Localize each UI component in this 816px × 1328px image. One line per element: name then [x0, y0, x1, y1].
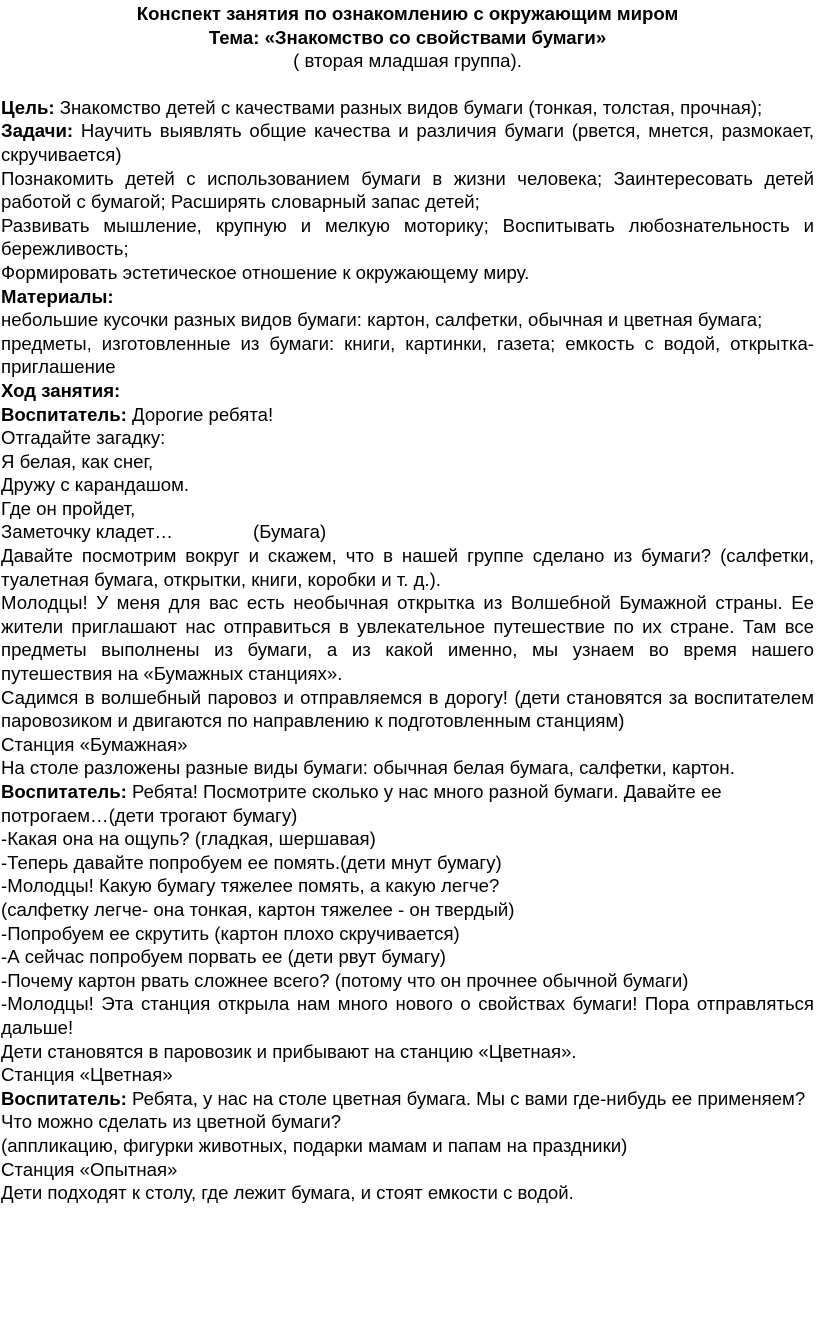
- riddle-line: Где он пройдет,: [1, 497, 136, 519]
- materials-label: Материалы:: [1, 285, 114, 307]
- teacher-label: Воспитатель:: [1, 781, 127, 802]
- teacher-label: Воспитатель:: [1, 403, 127, 425]
- dialog-line: (аппликацию, фигурки животных, подарки мамам и папам на праздники): [1, 1134, 628, 1156]
- task-item: Формировать эстетическое отношение к окружающему миру.: [1, 261, 530, 283]
- dialog-line: -Молодцы! Какую бумагу тяжелее помять, а какую легче?: [1, 875, 500, 897]
- materials-item: предметы, изготовленные из бумаги: книги, картинки, газета; емкость с водой, открытка-приглашение: [1, 332, 814, 378]
- materials-item: небольшие кусочки разных видов бумаги: картон, салфетки, обычная и цветная бумага;: [1, 309, 763, 331]
- dialog-line: -А сейчас попробуем порвать ее (дети рвут бумагу): [1, 946, 446, 968]
- dialog-line: -Какая она на ощупь? (гладкая, шершавая): [1, 828, 376, 850]
- riddle-last: Заметочку кладет…: [1, 521, 174, 543]
- station-heading: Станция «Цветная»: [1, 1064, 173, 1086]
- riddle-answer: (Бумага): [253, 521, 327, 543]
- lesson-label: Ход занятия:: [1, 379, 121, 401]
- dialog-line: -Попробуем ее скрутить (картон плохо скручивается): [1, 922, 460, 944]
- riddle-line: Отгадайте загадку:: [1, 427, 166, 449]
- tasks-paragraph: [1, 119, 814, 166]
- station-heading: Станция «Опытная»: [1, 1158, 178, 1180]
- dialog-line: Дети подходят к столу, где лежит бумага, и стоят емкости с водой.: [1, 1182, 574, 1204]
- document-topic: Тема: «Знакомство со свойствами бумаги»: [208, 26, 607, 48]
- goal-paragraph: [1, 96, 814, 120]
- document-page: [0, 2, 816, 1328]
- dialog-line: -Теперь давайте попробуем ее помять.(дети мнут бумагу): [1, 851, 502, 873]
- lesson-paragraph: Давайте посмотрим вокруг и скажем, что в нашей группе сделано из бумаги? (салфетки, туалетная бумага, открытки, книги, коробки и т. д.).: [1, 545, 814, 590]
- teacher-speech: Ребята, у нас на столе цветная бумага. Мы с вами где-нибудь ее применяем? Что можно сделать из цветной бумаги?: [1, 1087, 806, 1133]
- teacher-line: [1, 403, 814, 427]
- tasks-label: Задачи:: [1, 120, 74, 142]
- goal-label: Цель:: [1, 96, 55, 118]
- dialog-line: -Молодцы! Эта станция открыла нам много нового о свойствах бумаги! Пора отправляться дальше!: [1, 993, 814, 1038]
- blank-line: [1, 73, 814, 96]
- teacher-label: Воспитатель:: [1, 1087, 127, 1109]
- lesson-paragraph: На столе разложены разные виды бумаги: обычная белая бумага, салфетки, картон.: [1, 757, 735, 779]
- dialog-line: Дети становятся в паровозик и прибывают на станцию «Цветная».: [1, 1040, 577, 1062]
- riddle-line: [1, 520, 814, 544]
- riddle-line: Дружу с карандашом.: [1, 474, 190, 496]
- teacher-line: [1, 780, 814, 827]
- dialog-line: (салфетку легче- она тонкая, картон тяжелее - он твердый): [1, 898, 515, 920]
- teacher-line: [1, 1087, 814, 1134]
- goal-text: Знакомство детей с качествами разных видов бумаги (тонкая, толстая, прочная);: [54, 96, 763, 118]
- dialog-line: -Почему картон рвать сложнее всего? (потому что он прочнее обычной бумаги): [1, 969, 689, 991]
- task-item: Развивать мышление, крупную и мелкую моторику; Воспитывать любознательность и бережливость;: [1, 214, 814, 260]
- document-header: [1, 2, 814, 73]
- tasks-text: Научить выявлять общие качества и различия бумаги (рвется, мнется, размокает, скручивается): [1, 120, 814, 165]
- lesson-paragraph: Молодцы! У меня для вас есть необычная открытка из Волшебной Бумажной страны. Ее жители приглашают нас отправиться в увлекательное путешествие по их стране. Там все предметы выполнены из бумаги, а из какой именно, мы узнаем во время нашего путешествия на «Бумажных станциях».: [1, 592, 814, 685]
- riddle-line: Я белая, как снег,: [1, 450, 154, 472]
- station-heading: Станция «Бумажная»: [1, 733, 188, 755]
- task-item: Познакомить детей с использованием бумаги в жизни человека; Заинтересовать детей работой с бумагой; Расширять словарный запас детей;: [1, 167, 814, 213]
- document-title: Конспект занятия по ознакомлению с окружающим миром: [136, 3, 679, 24]
- lesson-paragraph: Садимся в волшебный паровоз и отправляемся в дорогу! (дети становятся за воспитателем паровозиком и двигаются по направлению к подготовленным станциям): [1, 686, 814, 732]
- teacher-greeting: Дорогие ребята!: [126, 403, 274, 425]
- teacher-speech: Ребята! Посмотрите сколько у нас много разной бумаги. Давайте ее потрогаем…(дети трогают бумагу): [1, 781, 722, 826]
- group-note: ( вторая младшая группа).: [293, 50, 522, 72]
